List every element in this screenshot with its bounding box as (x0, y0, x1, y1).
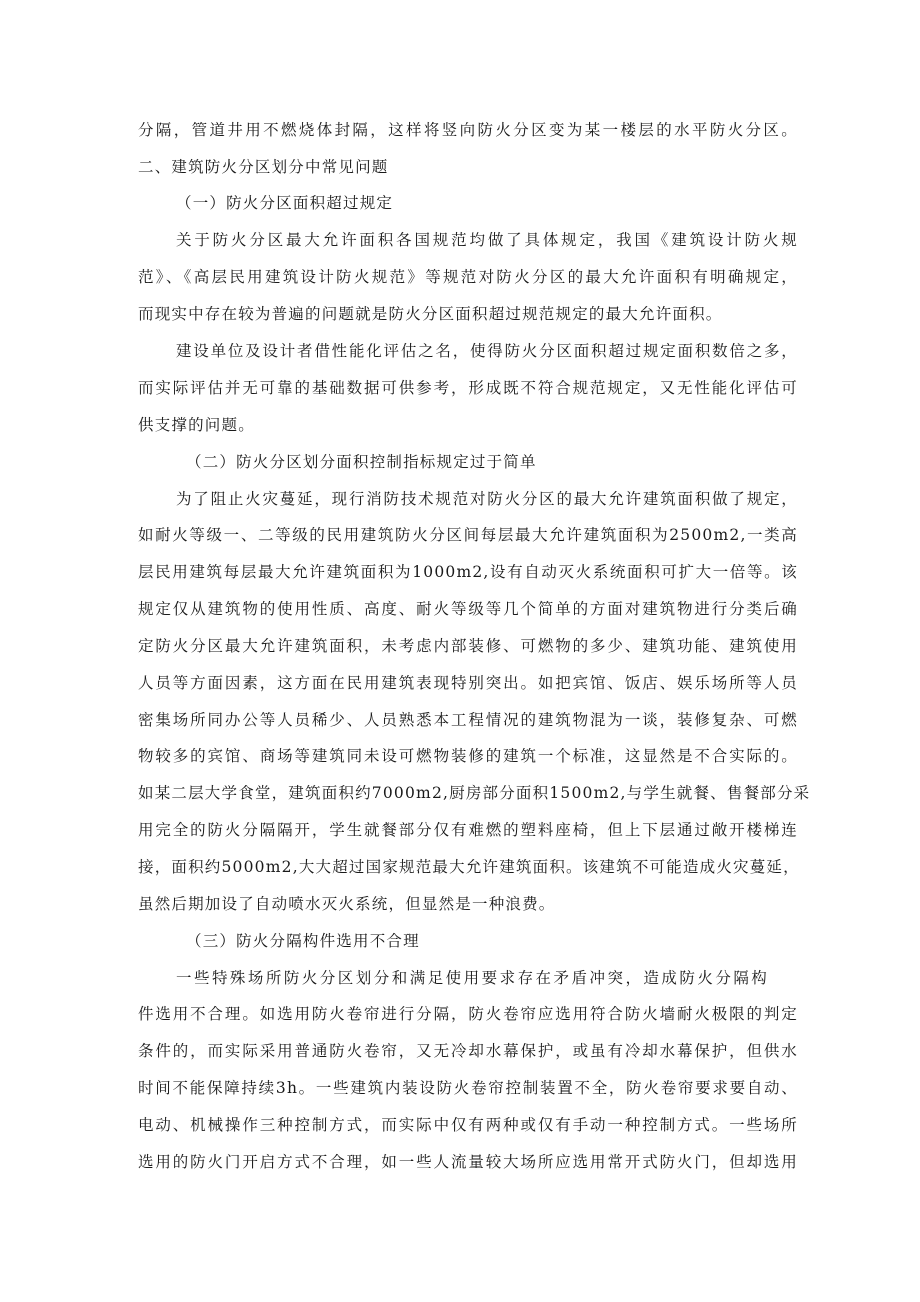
text-line: 条件的，而实际采用普通防火卷帘，又无冷却水幕保护，或虽有冷却水幕保护，但供水 (138, 1042, 798, 1060)
text-line: 层民用建筑每层最大允许建筑面积为1000m2,设有自动灭火系统面积可扩大一倍等。该 (138, 563, 798, 581)
text-line: 电动、机械操作三种控制方式，而实际中仅有两种或仅有手动一种控制方式。一些场所 (138, 1116, 798, 1134)
text-line: 规定仅从建筑物的使用性质、高度、耐火等级等几个简单的方面对建筑物进行分类后确 (138, 600, 798, 618)
text-line: 虽然后期加设了自动喷水灭火系统，但显然是一种浪费。 (138, 895, 556, 913)
subsection-heading: （二）防火分区划分面积控制指标规定过于简单 (186, 453, 537, 471)
text-line: 如某二层大学食堂，建筑面积约7000m2,厨房部分面积1500m2,与学生就餐、售餐部分采 (138, 784, 811, 802)
text-line: 建设单位及设计者借性能化评估之名，使得防火分区面积超过规定面积数倍之多， (176, 342, 798, 360)
text-line: 选用的防火门开启方式不合理，如一些人流量较大场所应选用常开式防火门，但却选用 (138, 1153, 798, 1171)
subsection-heading: （三）防火分隔构件选用不合理 (186, 932, 420, 950)
text-line: 物较多的宾馆、商场等建筑同未设可燃物装修的建筑一个标准，这显然是不合实际的。 (138, 747, 798, 765)
text-line: 时间不能保障持续3h。一些建筑内装设防火卷帘控制装置不全，防火卷帘要求要自动、 (138, 1079, 798, 1097)
text-line: 如耐火等级一、二等级的民用建筑防火分区间每层最大允许建筑面积为2500m2,一类高 (138, 526, 798, 544)
text-line: 而现实中存在较为普遍的问题就是防火分区面积超过规范规定的最大允许面积。 (138, 305, 723, 323)
text-line: 人员等方面因素，这方面在民用建筑表现特别突出。如把宾馆、饭店、娱乐场所等人员 (138, 674, 798, 692)
section-heading: 二、建筑防火分区划分中常见问题 (138, 158, 389, 176)
text-line: 一些特殊场所防火分区划分和满足使用要求存在矛盾冲突，造成防火分隔构 (176, 969, 768, 987)
text-line: 定防火分区最大允许建筑面积，未考虑内部装修、可燃物的多少、建筑功能、建筑使用 (138, 637, 798, 655)
text-line: 用完全的防火分隔隔开，学生就餐部分仅有难燃的塑料座椅，但上下层通过敞开楼梯连 (138, 821, 798, 839)
text-line: 件选用不合理。如选用防火卷帘进行分隔，防火卷帘应选用符合防火墙耐火极限的判定 (138, 1005, 798, 1023)
text-line: 供支撑的问题。 (138, 416, 255, 434)
text-line: 密集场所同办公等人员稀少、人员熟悉本工程情况的建筑物混为一谈，装修复杂、可燃 (138, 711, 798, 729)
text-line: 分隔，管道井用不燃烧体封隔，这样将竖向防火分区变为某一楼层的水平防火分区。 (138, 121, 798, 139)
text-line: 关于防火分区最大允许面积各国规范均做了具体规定，我国《建筑设计防火规 (176, 231, 798, 249)
text-line: 接，面积约5000m2,大大超过国家规范最大允许建筑面积。该建筑不可能造成火灾蔓延， (138, 858, 800, 876)
text-line: 为了阻止火灾蔓延，现行消防技术规范对防火分区的最大允许建筑面积做了规定， (176, 490, 798, 508)
subsection-heading: （一）防火分区面积超过规定 (176, 194, 394, 212)
text-line: 范》、《高层民用建筑设计防火规范》等规范对防火分区的最大允许面积有明确规定， (138, 268, 798, 286)
text-line: 而实际评估并无可靠的基础数据可供参考，形成既不符合规范规定，又无性能化评估可 (138, 379, 798, 397)
